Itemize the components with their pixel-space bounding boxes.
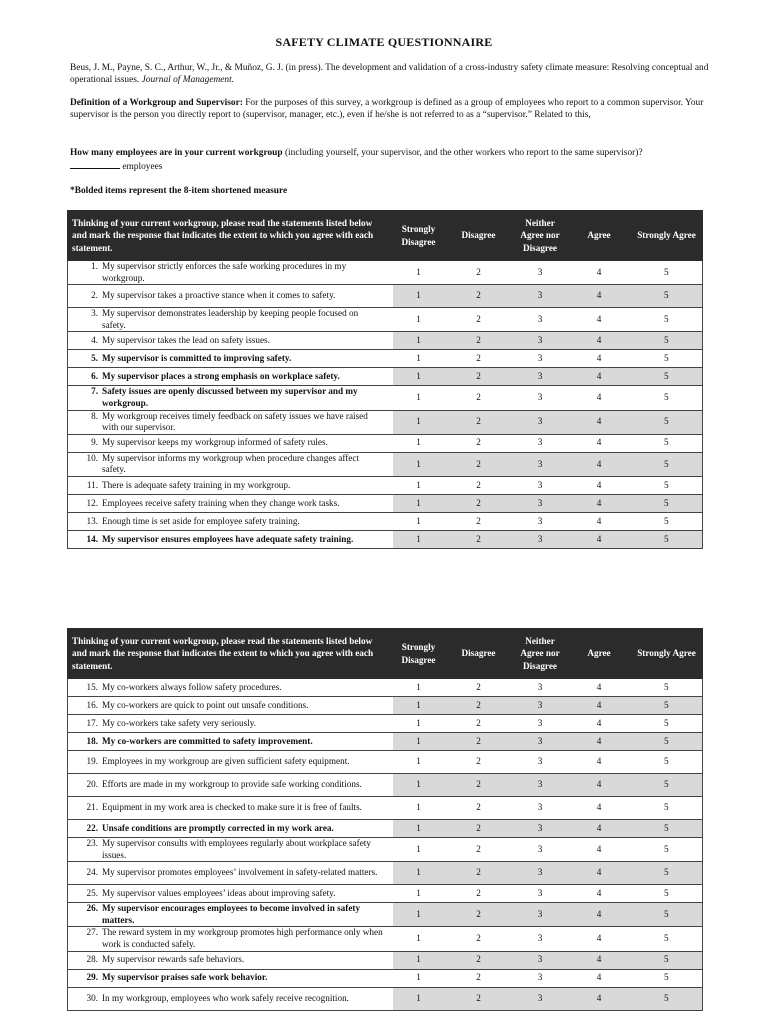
response-option-5[interactable]: 5 <box>631 987 703 1010</box>
question-number: 27. <box>86 927 98 938</box>
question-row <box>68 476 703 494</box>
response-option-2[interactable]: 2 <box>445 838 513 862</box>
response-option-1[interactable]: 1 <box>393 350 445 368</box>
page-title: SAFETY CLIMATE QUESTIONNAIRE <box>275 35 493 49</box>
response-option-5[interactable]: 5 <box>631 434 703 452</box>
response-option-2[interactable]: 2 <box>445 733 513 751</box>
question-text: My supervisor ensures employees have adequate safety training. <box>102 533 354 544</box>
question-number: 19. <box>86 756 98 767</box>
response-option-1[interactable]: 1 <box>393 452 445 476</box>
response-option-1[interactable]: 1 <box>393 512 445 530</box>
question-statement <box>68 332 393 350</box>
response-option-4[interactable]: 4 <box>568 838 631 862</box>
question-text: My supervisor is committed to improving safety. <box>102 353 292 364</box>
question-statement <box>68 386 393 410</box>
question-row <box>68 452 703 476</box>
response-option-5[interactable]: 5 <box>631 733 703 751</box>
response-option-4[interactable]: 4 <box>568 751 631 774</box>
response-option-2[interactable]: 2 <box>445 410 513 434</box>
count-question-text: (including yourself, your supervisor, and the other workers who report to the same supervisor)? <box>282 148 643 158</box>
response-option-4[interactable]: 4 <box>568 434 631 452</box>
response-option-1[interactable]: 1 <box>393 903 445 927</box>
count-question-label: How many employees are in your current workgroup <box>70 148 283 158</box>
response-option-1[interactable]: 1 <box>393 733 445 751</box>
question-text: My supervisor keeps my workgroup informed of safety rules. <box>102 437 328 448</box>
question-statement <box>68 751 393 774</box>
question-text: Safety issues are openly discussed between my supervisor and my workgroup. <box>102 386 358 408</box>
definition <box>70 97 735 122</box>
question-text: My supervisor takes the lead on safety issues. <box>102 335 270 346</box>
citation-journal: Journal of Management. <box>141 75 235 86</box>
response-option-3[interactable]: 3 <box>513 715 568 733</box>
response-option-5[interactable]: 5 <box>631 332 703 350</box>
question-number: 11. <box>86 479 98 490</box>
question-row <box>68 368 703 386</box>
question-text: My supervisor informs my workgroup when procedure changes affect safety. <box>102 452 360 475</box>
response-option-4[interactable]: 4 <box>568 969 631 987</box>
question-number: 3. <box>91 308 98 319</box>
question-number: 30. <box>86 992 98 1003</box>
response-option-3[interactable]: 3 <box>513 476 568 494</box>
question-row <box>68 494 703 512</box>
response-option-5[interactable]: 5 <box>631 820 703 838</box>
question-statement <box>68 820 393 838</box>
question-statement <box>68 838 393 862</box>
question-number: 18. <box>86 735 98 746</box>
response-option-4[interactable]: 4 <box>568 697 631 715</box>
response-option-3[interactable]: 3 <box>513 797 568 820</box>
response-option-4[interactable]: 4 <box>568 903 631 927</box>
question-text: My co-workers always follow safety procedures. <box>102 681 282 692</box>
question-text: The reward system in my workgroup promotes high performance only when work is conducted safely. <box>102 927 383 949</box>
question-text: My co-workers take safety very seriously. <box>102 717 257 728</box>
response-option-4[interactable]: 4 <box>568 350 631 368</box>
response-option-5[interactable]: 5 <box>631 679 703 697</box>
response-option-5[interactable]: 5 <box>631 386 703 410</box>
response-option-3[interactable]: 3 <box>513 261 568 285</box>
response-option-1[interactable]: 1 <box>393 820 445 838</box>
response-option-3[interactable]: 3 <box>513 410 568 434</box>
question-row <box>68 751 703 774</box>
response-option-3[interactable]: 3 <box>513 862 568 885</box>
question-statement <box>68 350 393 368</box>
question-number: 29. <box>86 972 98 983</box>
response-option-3[interactable]: 3 <box>513 885 568 903</box>
response-option-4[interactable]: 4 <box>568 715 631 733</box>
question-row <box>68 987 703 1010</box>
response-option-4[interactable]: 4 <box>568 512 631 530</box>
response-option-3[interactable]: 3 <box>513 820 568 838</box>
table-2-body <box>68 679 703 1011</box>
response-option-5[interactable]: 5 <box>631 885 703 903</box>
response-option-1[interactable]: 1 <box>393 494 445 512</box>
response-option-3[interactable]: 3 <box>513 494 568 512</box>
col-strongly-disagree: Strongly Disagree <box>393 211 445 261</box>
response-option-1[interactable]: 1 <box>393 987 445 1010</box>
question-number: 13. <box>86 515 98 526</box>
employee-count-blank[interactable] <box>70 159 120 169</box>
col-agree: Agree <box>568 629 631 679</box>
question-statement <box>68 512 393 530</box>
question-text: In my workgroup, employees who work safely receive recognition. <box>102 992 349 1003</box>
question-text: My supervisor praises safe work behavior. <box>102 972 268 983</box>
question-row <box>68 434 703 452</box>
question-number: 23. <box>86 838 98 848</box>
question-statement <box>68 530 393 548</box>
question-number: 25. <box>86 887 98 898</box>
question-statement <box>68 261 393 285</box>
response-option-1[interactable]: 1 <box>393 308 445 332</box>
questionnaire-table-1 <box>67 210 703 549</box>
response-option-1[interactable]: 1 <box>393 476 445 494</box>
response-option-1[interactable]: 1 <box>393 951 445 969</box>
response-option-1[interactable]: 1 <box>393 386 445 410</box>
question-row <box>68 951 703 969</box>
response-option-1[interactable]: 1 <box>393 434 445 452</box>
response-option-1[interactable]: 1 <box>393 774 445 797</box>
response-option-1[interactable]: 1 <box>393 332 445 350</box>
response-option-2[interactable]: 2 <box>445 951 513 969</box>
question-statement <box>68 797 393 820</box>
response-option-1[interactable]: 1 <box>393 838 445 862</box>
question-number: 21. <box>86 802 98 813</box>
question-statement <box>68 452 393 476</box>
question-statement <box>68 927 393 951</box>
response-option-2[interactable]: 2 <box>445 350 513 368</box>
question-number: 12. <box>86 497 98 508</box>
question-text: My workgroup receives timely feedback on safety issues we have raised with our supervisor. <box>102 410 368 433</box>
response-option-4[interactable]: 4 <box>568 368 631 386</box>
response-option-1[interactable]: 1 <box>393 969 445 987</box>
response-option-1[interactable]: 1 <box>393 285 445 308</box>
response-option-5[interactable]: 5 <box>631 697 703 715</box>
response-option-2[interactable]: 2 <box>445 969 513 987</box>
question-number: 17. <box>86 717 98 728</box>
question-text: My supervisor rewards safe behaviors. <box>102 954 245 965</box>
response-option-2[interactable]: 2 <box>445 903 513 927</box>
response-option-2[interactable]: 2 <box>445 751 513 774</box>
question-row <box>68 530 703 548</box>
question-row <box>68 733 703 751</box>
response-option-2[interactable]: 2 <box>445 679 513 697</box>
response-option-4[interactable]: 4 <box>568 476 631 494</box>
question-text: My supervisor encourages employees to become involved in safety matters. <box>102 903 361 925</box>
bold-items-note: *Bolded items represent the 8-item shortened measure <box>70 186 288 196</box>
question-row <box>68 350 703 368</box>
response-option-5[interactable]: 5 <box>631 452 703 476</box>
question-statement <box>68 476 393 494</box>
response-option-4[interactable]: 4 <box>568 927 631 951</box>
question-number: 6. <box>91 371 98 382</box>
response-option-3[interactable]: 3 <box>513 951 568 969</box>
question-statement <box>68 715 393 733</box>
response-option-1[interactable]: 1 <box>393 697 445 715</box>
question-statement <box>68 679 393 697</box>
question-row <box>68 512 703 530</box>
question-text: My supervisor values employees’ ideas about improving safety. <box>102 887 336 898</box>
response-option-4[interactable]: 4 <box>568 679 631 697</box>
response-option-3[interactable]: 3 <box>513 969 568 987</box>
response-option-4[interactable]: 4 <box>568 285 631 308</box>
question-text: Enough time is set aside for employee safety training. <box>102 515 300 526</box>
question-row <box>68 332 703 350</box>
question-row <box>68 885 703 903</box>
response-option-4[interactable]: 4 <box>568 987 631 1010</box>
question-text: My supervisor demonstrates leadership by keeping people focused on safety. <box>102 308 359 330</box>
response-option-4[interactable]: 4 <box>568 733 631 751</box>
question-number: 7. <box>91 386 98 397</box>
question-text: Equipment in my work area is checked to make sure it is free of faults. <box>102 802 362 813</box>
response-option-3[interactable]: 3 <box>513 733 568 751</box>
response-option-1[interactable]: 1 <box>393 368 445 386</box>
question-row <box>68 927 703 951</box>
response-option-2[interactable]: 2 <box>445 476 513 494</box>
response-option-3[interactable]: 3 <box>513 679 568 697</box>
question-row <box>68 679 703 697</box>
response-option-2[interactable]: 2 <box>445 368 513 386</box>
col-strongly-agree: Strongly Agree <box>631 211 703 261</box>
response-option-3[interactable]: 3 <box>513 774 568 797</box>
table-1-body <box>68 261 703 549</box>
response-option-4[interactable]: 4 <box>568 261 631 285</box>
response-option-2[interactable]: 2 <box>445 261 513 285</box>
question-statement <box>68 368 393 386</box>
question-statement <box>68 903 393 927</box>
question-row <box>68 903 703 927</box>
response-option-2[interactable]: 2 <box>445 715 513 733</box>
question-row <box>68 308 703 332</box>
citation <box>70 62 735 87</box>
question-text: My supervisor promotes employees’ involvement in safety-related matters. <box>102 867 378 878</box>
definition-label: Definition of a Workgroup and Supervisor: <box>70 98 243 108</box>
question-text: Employees in my workgroup are given sufficient safety equipment. <box>102 756 350 767</box>
response-option-2[interactable]: 2 <box>445 512 513 530</box>
question-row <box>68 820 703 838</box>
response-option-5[interactable]: 5 <box>631 751 703 774</box>
response-option-2[interactable]: 2 <box>445 774 513 797</box>
question-statement <box>68 774 393 797</box>
question-row <box>68 285 703 308</box>
table-instruction: Thinking of your current workgroup, please read the statements listed below and mark the response that indicates the extent to which you agree with each statement. <box>68 211 393 261</box>
question-statement <box>68 494 393 512</box>
response-option-1[interactable]: 1 <box>393 862 445 885</box>
response-option-5[interactable]: 5 <box>631 903 703 927</box>
response-option-2[interactable]: 2 <box>445 434 513 452</box>
question-text: Employees receive safety training when they change work tasks. <box>102 497 340 508</box>
response-option-1[interactable]: 1 <box>393 797 445 820</box>
response-option-5[interactable]: 5 <box>631 494 703 512</box>
response-option-2[interactable]: 2 <box>445 332 513 350</box>
response-option-5[interactable]: 5 <box>631 530 703 548</box>
question-number: 9. <box>91 437 98 448</box>
response-option-5[interactable]: 5 <box>631 838 703 862</box>
question-text: My supervisor consults with employees regularly about workplace safety issues. <box>102 838 371 860</box>
response-option-4[interactable]: 4 <box>568 308 631 332</box>
response-option-3[interactable]: 3 <box>513 386 568 410</box>
table-instruction: Thinking of your current workgroup, please read the statements listed below and mark the response that indicates the extent to which you agree with each statement. <box>68 629 393 679</box>
response-option-2[interactable]: 2 <box>445 987 513 1010</box>
question-statement <box>68 951 393 969</box>
question-text: Efforts are made in my workgroup to provide safe working conditions. <box>102 779 362 790</box>
response-option-2[interactable]: 2 <box>445 452 513 476</box>
col-disagree: Disagree <box>445 629 513 679</box>
response-option-5[interactable]: 5 <box>631 261 703 285</box>
response-option-3[interactable]: 3 <box>513 350 568 368</box>
response-option-5[interactable]: 5 <box>631 350 703 368</box>
question-row <box>68 715 703 733</box>
response-option-4[interactable]: 4 <box>568 332 631 350</box>
definition-text: For the purposes of this survey, a workgroup is defined as a group of employees who report to a common supervisor. Your supervisor is the person you directly report to (supervisor, manager, etc.), even if he/she is not referred to as a “supervisor.” Related to this, <box>70 98 704 121</box>
count-question-suffix: employees <box>122 162 163 173</box>
question-statement <box>68 285 393 308</box>
col-agree: Agree <box>568 211 631 261</box>
question-statement <box>68 733 393 751</box>
workgroup-count-question <box>70 147 735 174</box>
question-number: 1. <box>91 261 98 271</box>
question-text: My supervisor strictly enforces the safe working procedures in my workgroup. <box>102 261 347 283</box>
response-option-4[interactable]: 4 <box>568 862 631 885</box>
response-option-5[interactable]: 5 <box>631 774 703 797</box>
response-option-1[interactable]: 1 <box>393 715 445 733</box>
question-statement <box>68 697 393 715</box>
question-statement <box>68 969 393 987</box>
response-option-5[interactable]: 5 <box>631 368 703 386</box>
question-text: There is adequate safety training in my workgroup. <box>102 479 291 490</box>
question-number: 4. <box>91 335 98 346</box>
response-option-3[interactable]: 3 <box>513 452 568 476</box>
response-option-3[interactable]: 3 <box>513 697 568 715</box>
question-number: 20. <box>86 779 98 790</box>
response-option-3[interactable]: 3 <box>513 838 568 862</box>
response-option-1[interactable]: 1 <box>393 410 445 434</box>
question-text: My co-workers are committed to safety improvement. <box>102 735 313 746</box>
response-option-4[interactable]: 4 <box>568 410 631 434</box>
question-text: My co-workers are quick to point out unsafe conditions. <box>102 699 309 710</box>
response-option-2[interactable]: 2 <box>445 285 513 308</box>
response-option-5[interactable]: 5 <box>631 715 703 733</box>
question-row <box>68 697 703 715</box>
response-option-1[interactable]: 1 <box>393 927 445 951</box>
response-option-5[interactable]: 5 <box>631 285 703 308</box>
response-option-4[interactable]: 4 <box>568 530 631 548</box>
question-text: Unsafe conditions are promptly corrected in my work area. <box>102 822 334 833</box>
response-option-1[interactable]: 1 <box>393 679 445 697</box>
response-option-2[interactable]: 2 <box>445 697 513 715</box>
response-option-5[interactable]: 5 <box>631 410 703 434</box>
col-disagree: Disagree <box>445 211 513 261</box>
questionnaire-table-2 <box>67 628 703 1011</box>
question-number: 24. <box>86 867 98 878</box>
response-option-4[interactable]: 4 <box>568 494 631 512</box>
question-row <box>68 797 703 820</box>
question-statement <box>68 308 393 332</box>
question-statement <box>68 987 393 1010</box>
response-option-1[interactable]: 1 <box>393 261 445 285</box>
response-option-2[interactable]: 2 <box>445 862 513 885</box>
question-text: My supervisor takes a proactive stance when it comes to safety. <box>102 290 336 301</box>
question-statement <box>68 410 393 434</box>
response-option-3[interactable]: 3 <box>513 434 568 452</box>
response-option-5[interactable]: 5 <box>631 969 703 987</box>
citation-text: Beus, J. M., Payne, S. C., Arthur, W., Jr., & Muñoz, G. J. (in press). The development and validation of a cross-industry safety climate measure: Resolving conceptual and operational issues. <box>70 63 709 86</box>
question-number: 14. <box>86 533 98 544</box>
question-row <box>68 386 703 410</box>
question-row <box>68 774 703 797</box>
response-option-2[interactable]: 2 <box>445 797 513 820</box>
question-number: 16. <box>86 699 98 710</box>
question-number: 28. <box>86 954 98 965</box>
question-row <box>68 862 703 885</box>
col-neither: Neither Agree nor Disagree <box>513 211 568 261</box>
response-option-5[interactable]: 5 <box>631 797 703 820</box>
col-strongly-agree: Strongly Agree <box>631 629 703 679</box>
question-row <box>68 261 703 285</box>
response-option-4[interactable]: 4 <box>568 797 631 820</box>
response-option-4[interactable]: 4 <box>568 774 631 797</box>
question-number: 15. <box>86 681 98 692</box>
response-option-4[interactable]: 4 <box>568 386 631 410</box>
response-option-3[interactable]: 3 <box>513 751 568 774</box>
question-number: 2. <box>91 290 98 301</box>
question-statement <box>68 434 393 452</box>
response-option-3[interactable]: 3 <box>513 332 568 350</box>
response-option-2[interactable]: 2 <box>445 494 513 512</box>
question-statement <box>68 885 393 903</box>
response-option-5[interactable]: 5 <box>631 927 703 951</box>
response-option-1[interactable]: 1 <box>393 530 445 548</box>
response-option-3[interactable]: 3 <box>513 285 568 308</box>
question-text: My supervisor places a strong emphasis on workplace safety. <box>102 371 340 382</box>
response-option-3[interactable]: 3 <box>513 530 568 548</box>
response-option-5[interactable]: 5 <box>631 512 703 530</box>
question-number: 26. <box>86 903 98 914</box>
response-option-4[interactable]: 4 <box>568 951 631 969</box>
question-row <box>68 969 703 987</box>
response-option-2[interactable]: 2 <box>445 927 513 951</box>
response-option-3[interactable]: 3 <box>513 308 568 332</box>
question-number: 22. <box>86 822 98 833</box>
question-number: 8. <box>91 410 98 421</box>
response-option-3[interactable]: 3 <box>513 368 568 386</box>
response-option-2[interactable]: 2 <box>445 308 513 332</box>
col-neither: Neither Agree nor Disagree <box>513 629 568 679</box>
response-option-2[interactable]: 2 <box>445 885 513 903</box>
response-option-5[interactable]: 5 <box>631 476 703 494</box>
response-option-3[interactable]: 3 <box>513 927 568 951</box>
question-number: 5. <box>91 353 98 364</box>
response-option-1[interactable]: 1 <box>393 885 445 903</box>
response-option-5[interactable]: 5 <box>631 951 703 969</box>
question-number: 10. <box>86 452 98 463</box>
question-row <box>68 410 703 434</box>
response-option-5[interactable]: 5 <box>631 862 703 885</box>
question-statement <box>68 862 393 885</box>
col-strongly-disagree: Strongly Disagree <box>393 629 445 679</box>
response-option-1[interactable]: 1 <box>393 751 445 774</box>
response-option-3[interactable]: 3 <box>513 512 568 530</box>
response-option-4[interactable]: 4 <box>568 452 631 476</box>
response-option-5[interactable]: 5 <box>631 308 703 332</box>
response-option-2[interactable]: 2 <box>445 530 513 548</box>
response-option-3[interactable]: 3 <box>513 987 568 1010</box>
response-option-4[interactable]: 4 <box>568 885 631 903</box>
response-option-3[interactable]: 3 <box>513 903 568 927</box>
response-option-4[interactable]: 4 <box>568 820 631 838</box>
response-option-2[interactable]: 2 <box>445 820 513 838</box>
response-option-2[interactable]: 2 <box>445 386 513 410</box>
question-row <box>68 838 703 862</box>
